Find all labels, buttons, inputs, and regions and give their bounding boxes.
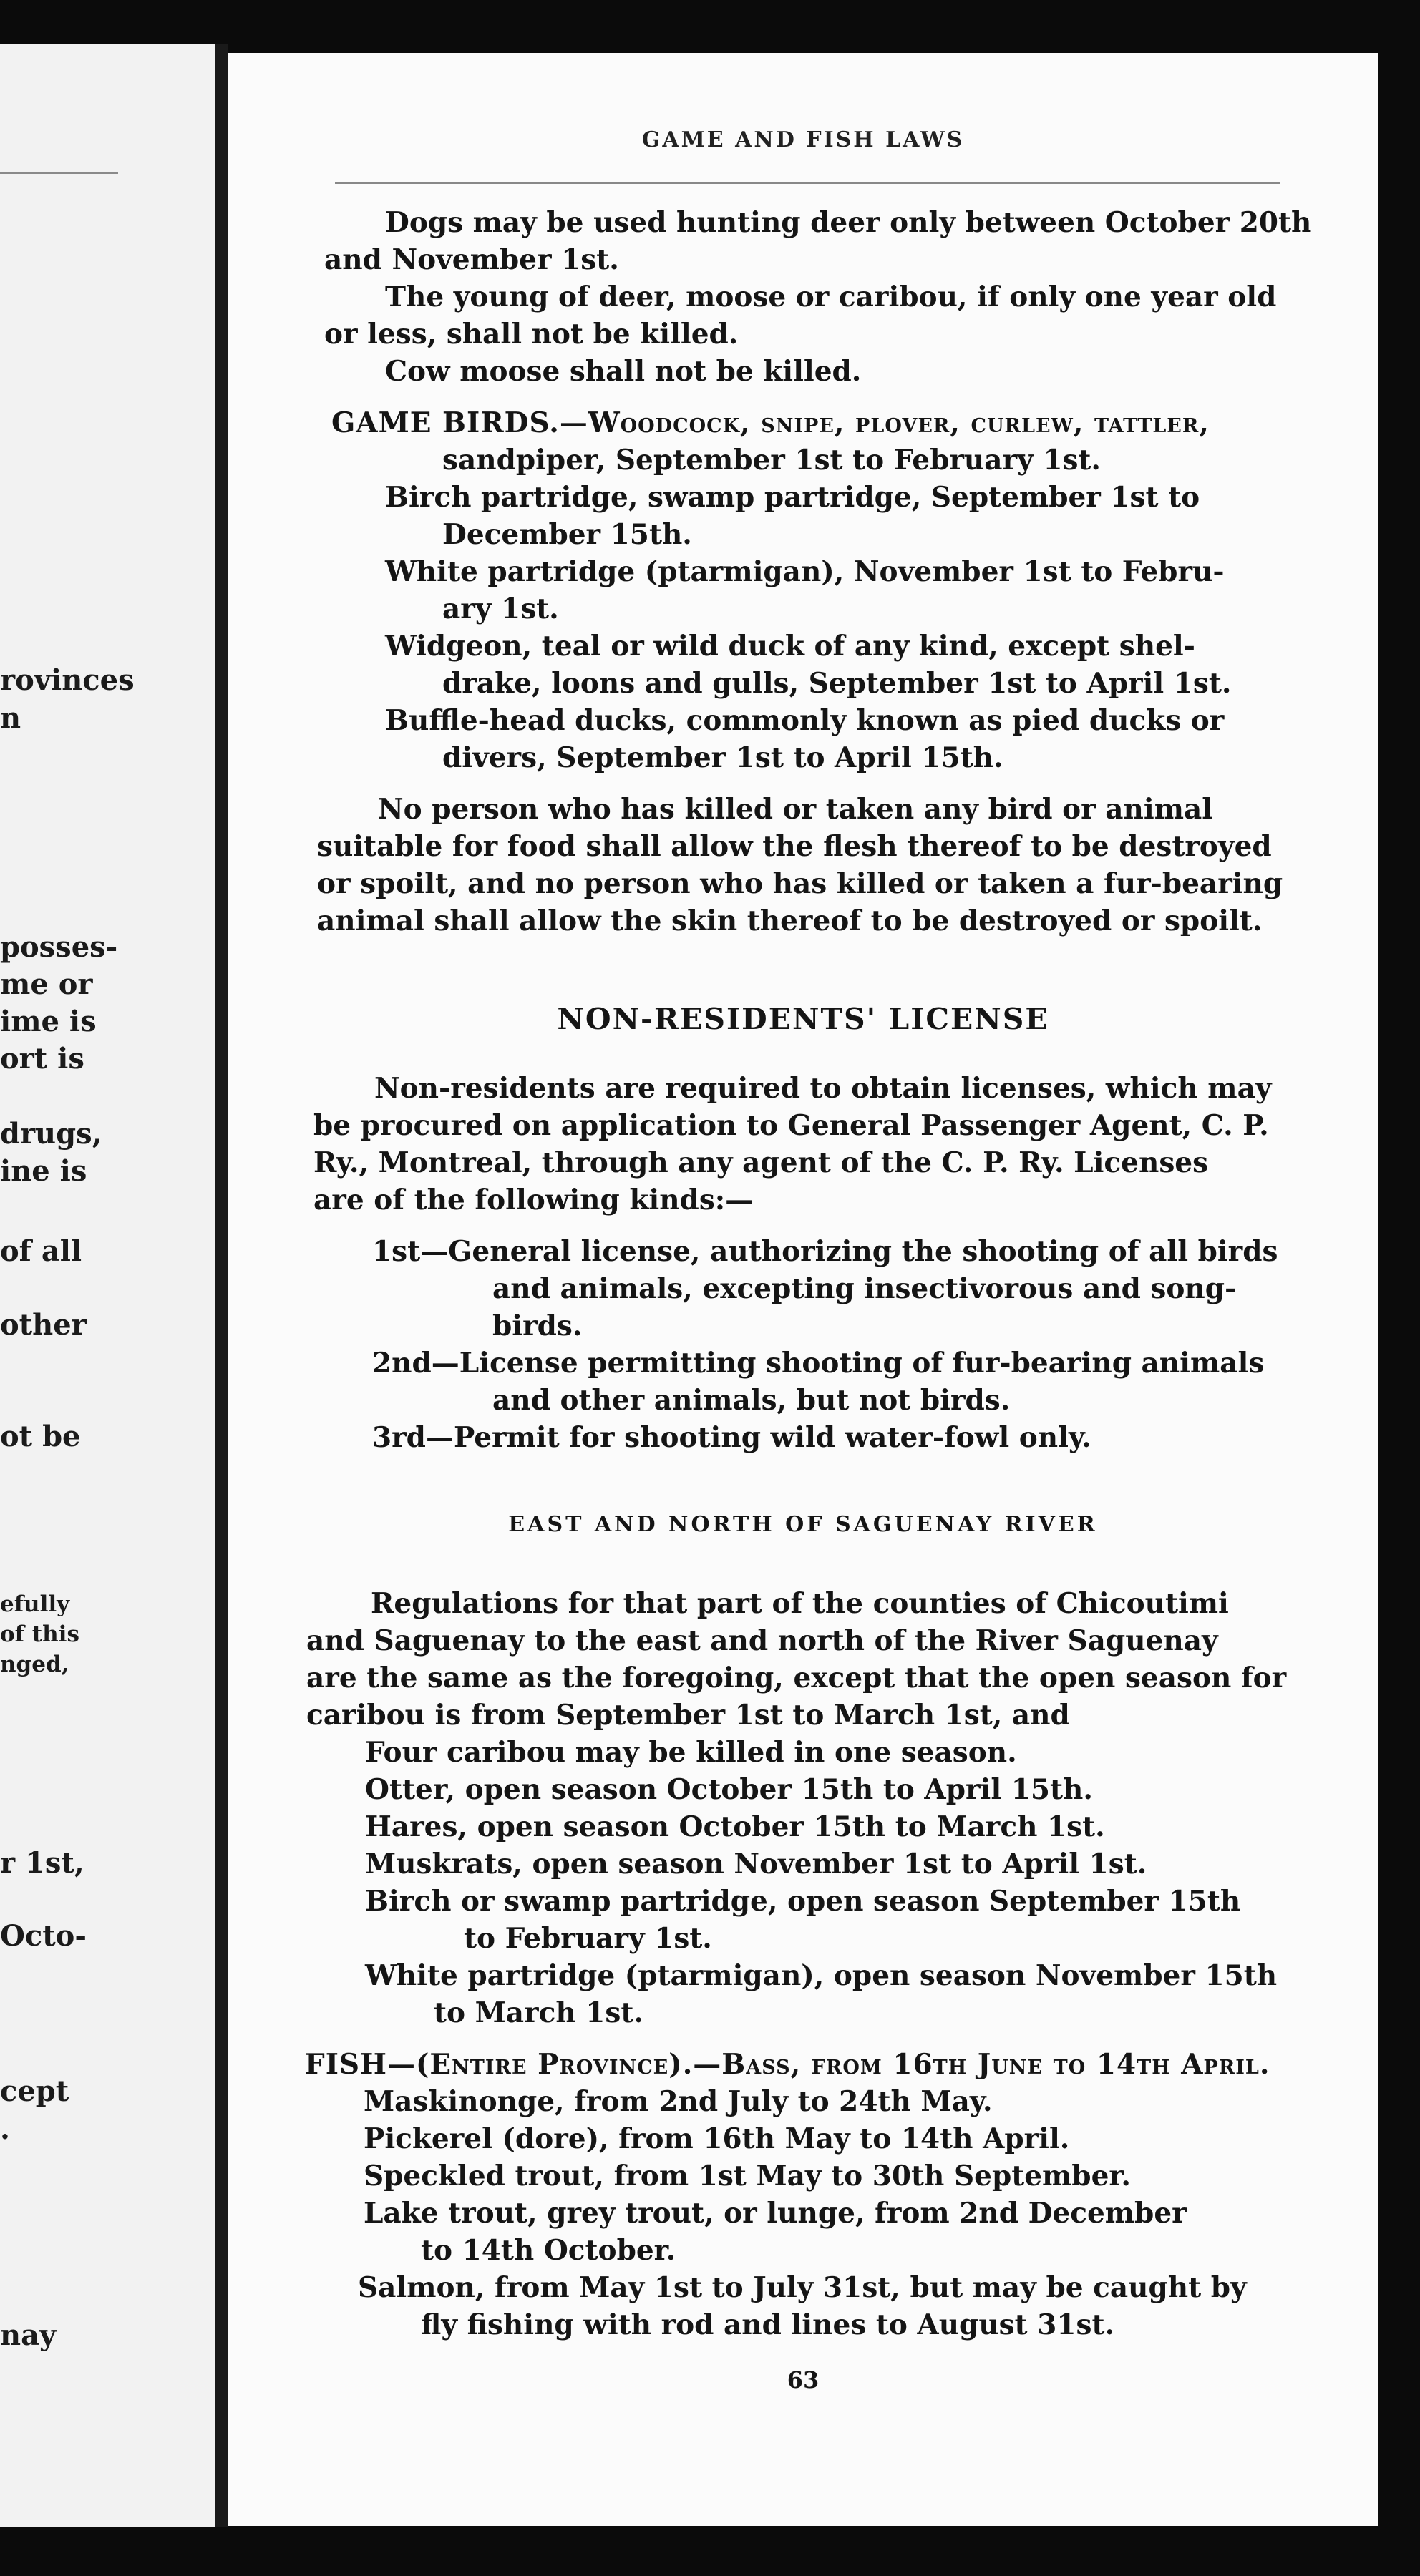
section-heading: NON-RESIDENTS' LICENSE [557, 1002, 1049, 1036]
text-line: suitable for food shall allow the flesh thereof to be destroyed [317, 830, 1272, 863]
fish-heading-line: FISH—(Entire Province).—Bass, from 16th June to 14th April. [305, 2048, 1270, 2081]
book-gutter [215, 44, 228, 2527]
text-line: or spoilt, and no person who has killed or taken a fur-bearing [317, 867, 1283, 900]
text-line: 2nd—License permitting shooting of fur-bearing animals [372, 1347, 1265, 1380]
text-line: Non-residents are required to obtain licenses, which may [374, 1072, 1272, 1105]
facing-page-text: posses- [0, 930, 118, 964]
facing-page-rule [0, 172, 118, 174]
text-line: Cow moose shall not be killed. [385, 355, 862, 388]
facing-page-text: nged, [0, 1652, 69, 1677]
text-line: divers, September 1st to April 15th. [442, 741, 1003, 774]
facing-page-text: drugs, [0, 1117, 102, 1151]
text-line: Salmon, from May 1st to July 31st, but may be caught by [358, 2271, 1247, 2304]
header-rule [335, 182, 1280, 184]
text-line: Four caribou may be killed in one season. [365, 1736, 1017, 1769]
text-line: or less, shall not be killed. [324, 318, 739, 351]
text-line: 1st—General license, authorizing the shooting of all birds [372, 1235, 1278, 1268]
text-line: Buffle-head ducks, commonly known as pied ducks or [385, 704, 1225, 737]
facing-page-text: me or [0, 967, 93, 1001]
text-line: and animals, excepting insectivorous and song- [492, 1272, 1237, 1305]
text-line: Speckled trout, from 1st May to 30th September. [364, 2160, 1131, 2192]
facing-page-text: efully [0, 1591, 70, 1617]
page-number: 63 [787, 2366, 820, 2394]
text-line: Muskrats, open season November 1st to April 1st. [365, 1848, 1147, 1880]
text-line: Regulations for that part of the counties of Chicoutimi [371, 1587, 1229, 1620]
text-line: Birch or swamp partridge, open season September 15th [365, 1885, 1241, 1918]
text-line: Ry., Montreal, through any agent of the C. P. Ry. Licenses [313, 1146, 1209, 1179]
text-line: to February 1st. [464, 1922, 712, 1955]
text-line: ary 1st. [442, 592, 559, 625]
text-line: White partridge (ptarmigan), November 1st to Febru- [385, 555, 1225, 588]
facing-page-text: other [0, 1308, 87, 1342]
text-line: to March 1st. [434, 1996, 643, 2029]
text-line: animal shall allow the skin thereof to be destroyed or spoilt. [317, 904, 1263, 937]
text-line: Lake trout, grey trout, or lunge, from 2nd December [364, 2197, 1187, 2230]
text-line: Otter, open season October 15th to April 15th. [365, 1773, 1093, 1806]
facing-page-text: n [0, 701, 21, 735]
text-line: and other animals, but not birds. [492, 1384, 1011, 1417]
facing-page-text: cept [0, 2074, 69, 2108]
text-line: Hares, open season October 15th to March 1st. [365, 1810, 1105, 1843]
facing-page-text: ot be [0, 1420, 81, 1453]
text-line: caribou is from September 1st to March 1st, and [306, 1699, 1070, 1732]
text-line: Widgeon, teal or wild duck of any kind, except shel- [385, 630, 1195, 663]
text-line: be procured on application to General Passenger Agent, C. P. [313, 1109, 1269, 1142]
text-line: Dogs may be used hunting deer only between October 20th [385, 206, 1312, 239]
text-line: The young of deer, moose or caribou, if only one year old [385, 280, 1277, 313]
subsection-heading: EAST AND NORTH OF SAGUENAY RIVER [508, 1512, 1098, 1537]
text-line: sandpiper, September 1st to February 1st. [442, 444, 1102, 477]
text-line: No person who has killed or taken any bird or animal [378, 793, 1213, 826]
running-head: GAME AND FISH LAWS [641, 127, 965, 152]
facing-page-text: ime is [0, 1005, 97, 1038]
text-line: are the same as the foregoing, except that the open season for [306, 1662, 1287, 1694]
text-line: and Saguenay to the east and north of the River Saguenay [306, 1624, 1218, 1657]
text-line: to 14th October. [421, 2234, 676, 2267]
text-line: 3rd—Permit for shooting wild water-fowl only. [372, 1421, 1091, 1454]
text-line: Birch partridge, swamp partridge, September 1st to [385, 481, 1200, 514]
facing-page-text: of this [0, 1621, 79, 1647]
facing-page-text: ort is [0, 1042, 84, 1075]
text-line: Maskinonge, from 2nd July to 24th May. [364, 2085, 993, 2118]
facing-page-text: Octo- [0, 1919, 87, 1953]
facing-page-text: rovinces [0, 663, 135, 697]
facing-page-text: . [0, 2112, 10, 2146]
text-line: and November 1st. [324, 243, 619, 276]
text-line: White partridge (ptarmigan), open season November 15th [365, 1959, 1278, 1992]
text-line: drake, loons and gulls, September 1st to April 1st. [442, 667, 1232, 700]
facing-page-text: nay [0, 2318, 57, 2352]
game-birds-heading-line: GAME BIRDS.—Woodcock, snipe, plover, curlew, tattler, [331, 406, 1210, 439]
text-line: are of the following kinds:— [313, 1184, 754, 1216]
book-page [228, 53, 1378, 2526]
text-line: birds. [492, 1309, 583, 1342]
facing-page-text: ine is [0, 1154, 87, 1188]
text-line: December 15th. [442, 518, 692, 551]
facing-page-fragment [0, 44, 215, 2527]
text-line: fly fishing with rod and lines to August 31st. [421, 2308, 1115, 2341]
facing-page-text: r 1st, [0, 1846, 84, 1880]
facing-page-text: of all [0, 1234, 82, 1268]
text-line: Pickerel (dore), from 16th May to 14th April. [364, 2122, 1070, 2155]
